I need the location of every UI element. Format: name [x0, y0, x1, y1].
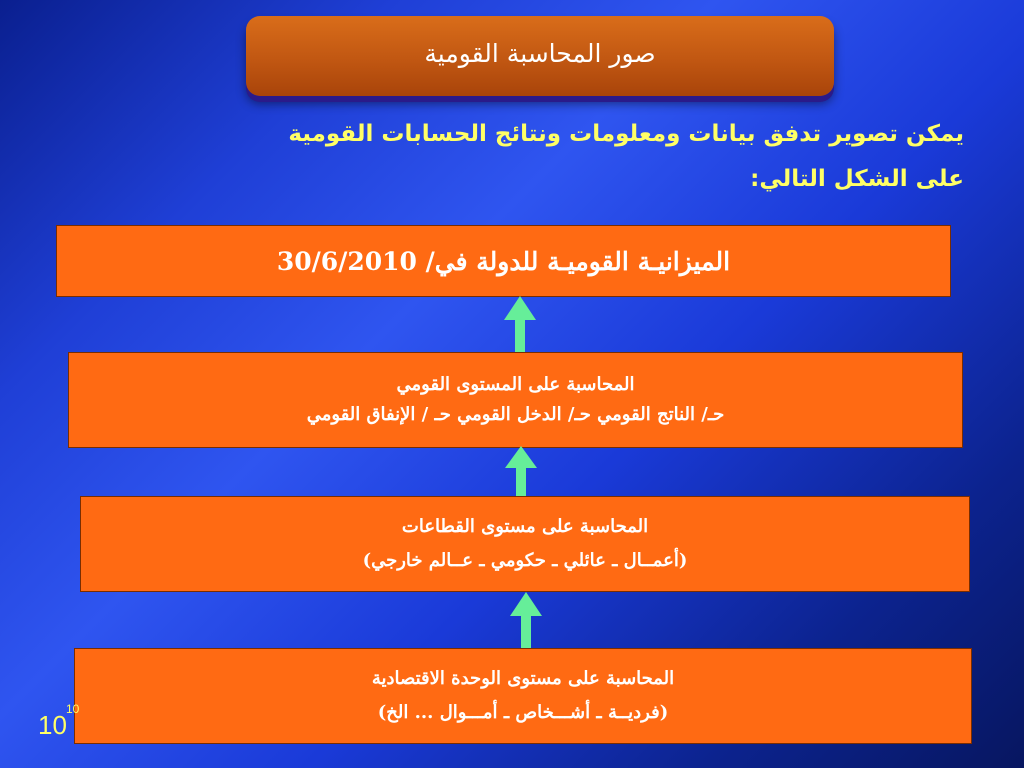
sectors-level-list: (أعمــال ـ عائلي ـ حكومي ـ عــالم خارجي) — [362, 550, 688, 571]
national-level-box — [68, 352, 963, 448]
intro-line-1: يمكن تصوير تدفق بيانات ومعلومات ونتائج الحسابات القومية — [288, 121, 964, 147]
up-arrow-icon — [505, 446, 537, 498]
national-level-accounts: حـ/ الناتج القومي حـ/ الدخل القومي حـ / الإنفاق القومي — [306, 404, 725, 425]
title-box — [246, 16, 834, 96]
state-budget-text — [57, 247, 950, 276]
sectors-level-title: المحاسبة على مستوى القطاعات — [401, 516, 649, 537]
up-arrow-icon — [510, 592, 542, 650]
state-budget-label: الميزانيـة القوميـة للدولة في/ — [425, 246, 731, 276]
state-budget-box — [56, 225, 951, 297]
state-budget-date: 30/6/2010 — [276, 246, 417, 276]
intro-text — [104, 112, 964, 202]
slide-title: صور المحاسبة القومية — [424, 38, 656, 68]
unit-level-list: (فرديــة ـ أشـــخاص ـ أمـــوال ... الخ) — [377, 702, 669, 723]
up-arrow-icon — [504, 296, 536, 352]
sectors-level-box — [80, 496, 970, 592]
page-number-small: 10 — [66, 702, 80, 716]
unit-level-box — [74, 648, 972, 744]
intro-line-2: على الشكل التالي: — [750, 166, 964, 192]
page-number: 10 — [38, 710, 67, 740]
national-level-title: المحاسبة على المستوى القومي — [396, 374, 635, 395]
unit-level-title: المحاسبة على مستوى الوحدة الاقتصادية — [371, 668, 675, 689]
